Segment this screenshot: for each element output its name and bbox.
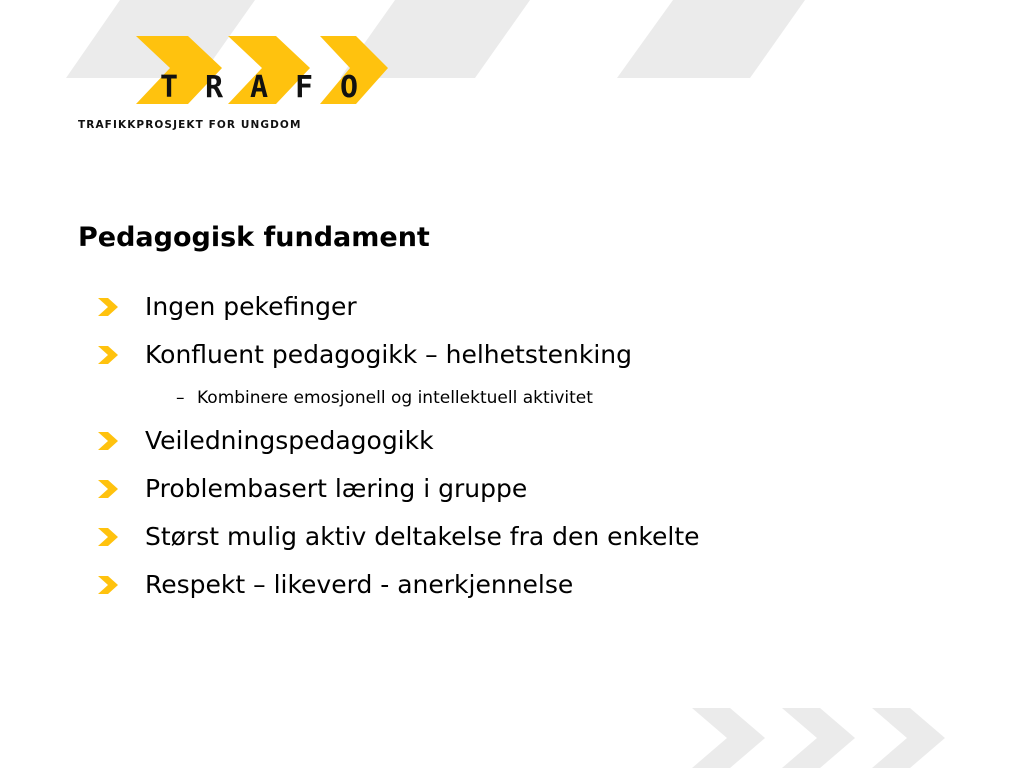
logo-letter-o: O [340, 70, 359, 105]
bullet-text: Veiledningspedagogikk [145, 426, 434, 455]
yellow-chevron-icon [98, 432, 118, 450]
logo-letter-f: F [295, 70, 314, 105]
bullet-item [98, 520, 858, 554]
bullet-text: Størst mulig aktiv deltakelse fra den enkelte [145, 522, 700, 551]
bullet-item [98, 472, 858, 506]
sub-bullet-text: Kombinere emosjonell og intellektuell aktivitet [197, 388, 593, 408]
bullet-text: Konfluent pedagogikk – helhetstenking [145, 340, 633, 369]
yellow-chevron-icon [98, 346, 118, 364]
yellow-chevron-icon [98, 576, 118, 594]
bullet-item [98, 290, 858, 324]
bullet-item [98, 424, 858, 458]
bullet-text: Ingen pekefinger [145, 292, 357, 321]
sub-bullet-dash: – [176, 388, 185, 408]
yellow-chevron-icon [98, 298, 118, 316]
bullet-text: Problembasert læring i gruppe [145, 474, 528, 503]
yellow-chevron-icon [98, 480, 118, 498]
logo-letter-r: R [205, 70, 224, 105]
decor-chevron-bottom-3 [872, 708, 945, 768]
slide-title: Pedagogisk fundament [78, 222, 430, 253]
decor-chevron-bottom-1 [692, 708, 765, 768]
yellow-chevron-icon [98, 528, 118, 546]
logo-letter-t: T [160, 70, 179, 105]
decor-chevron-bottom-2 [782, 708, 855, 768]
sub-bullet-item [176, 386, 776, 410]
bullet-item [98, 568, 858, 602]
bullet-text: Respekt – likeverd - anerkjennelse [145, 570, 574, 599]
bullet-item [98, 338, 858, 372]
decor-stripe-3 [617, 0, 805, 78]
logo-tagline: TRAFIKKPROSJEKT FOR UNGDOM [78, 119, 302, 131]
logo-letter-a: A [250, 70, 269, 105]
